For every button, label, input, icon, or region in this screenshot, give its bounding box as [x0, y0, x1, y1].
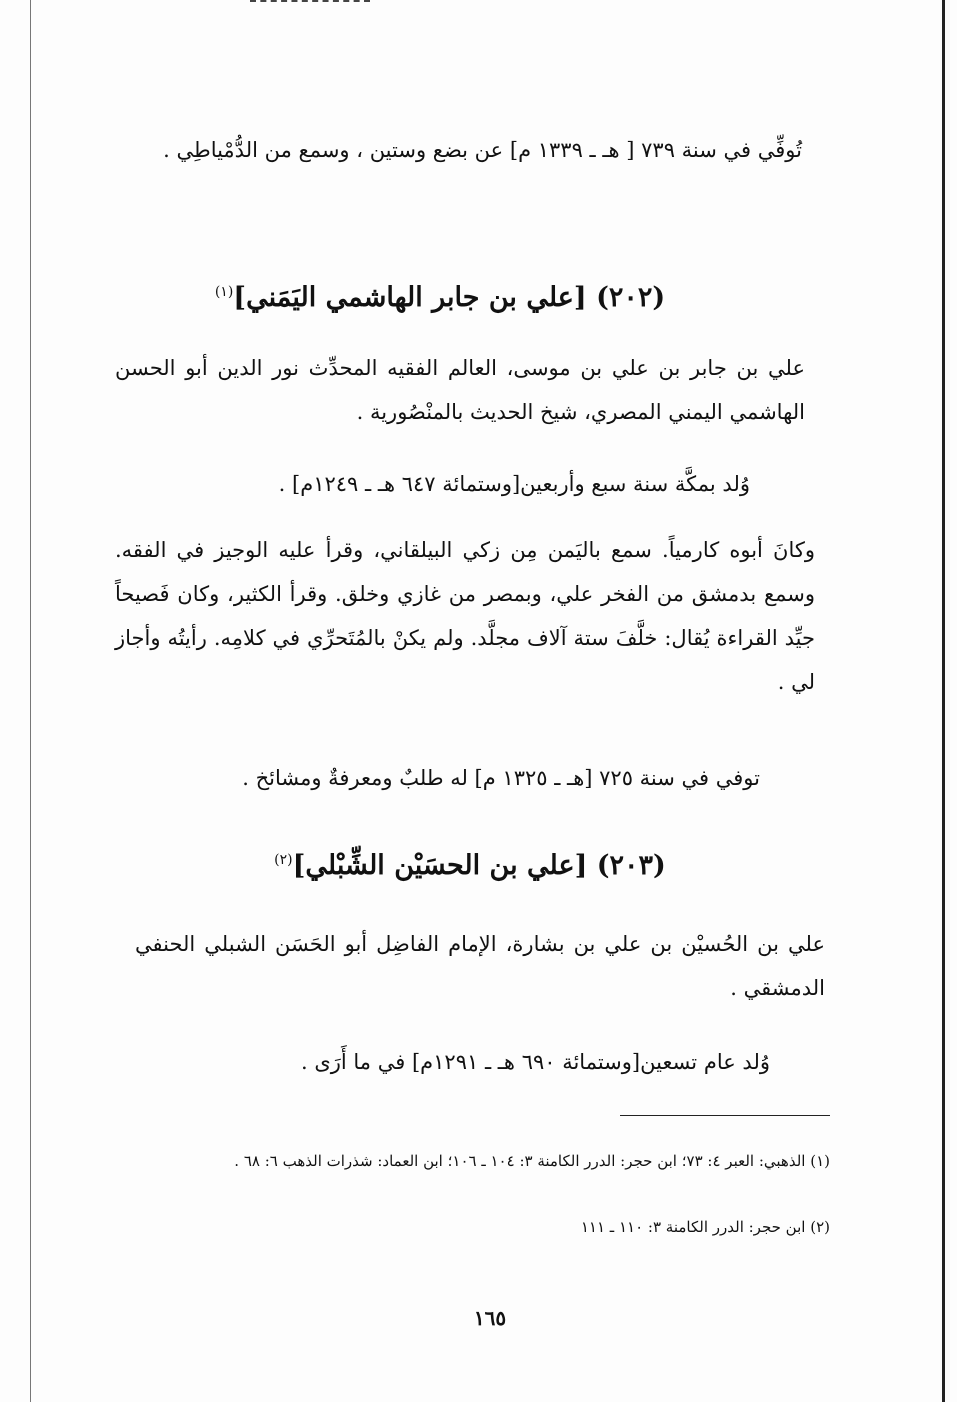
- entry-heading-202: [160, 272, 720, 318]
- page-number: ١٦٥: [473, 1306, 507, 1330]
- footnote-ref-1: (١): [214, 284, 234, 300]
- footnote-separator: [620, 1115, 830, 1116]
- footnote-1: (١) الذهبي: العبر ٤: ٧٣؛ ابن حجر: الدرر الكامنة ٣: ١٠٤ ـ ١٠٦؛ ابن العماد: شذرات الذهب ٦: ٦٨ .: [234, 1152, 830, 1170]
- footnote-ref-2: (٢): [274, 852, 293, 868]
- top-dashed-line: [250, 0, 370, 2]
- paragraph-studies-202: وكانَ أبوه كارمياً. سمع باليَمن مِن زكي البيلقاني، وقرأ عليه الوجيز في الفقه. وسمع بدمشق من الفخر علي، وبمصر من غازي وخلق. وقرأ الكثير، وكان فَصيحاً جيِّد القراءة يُقال: خلَّفَ ستة آلاف مجلَّد. ولم يكنْ بالمُتَحرِّي في كلامِه. رأيتُه وأجاز لي .: [115, 538, 815, 694]
- entry-heading-202-text: (٢٠٢) [علي بن جابر الهاشمي اليَمَني]: [233, 282, 666, 313]
- paragraph-birth-203: وُلد عام تسعين[وستمائة ٦٩٠ هـ ـ ١٢٩١م] في ما أَرَى .: [300, 1050, 770, 1074]
- paragraph-death-note: تُوفِّي في سنة ٧٣٩ [ هـ ـ ١٣٣٩ م] عن بضع وستين ، وسمع من الدُّمْياطِي .: [163, 138, 802, 162]
- paragraph-biography-202: علي بن جابر بن علي بن موسى، العالم الفقيه المحدِّث نور الدين أبو الحسن الهاشمي اليمني المصري، شيخ الحديث بالمنْصُورية .: [115, 356, 805, 424]
- paragraph-biography-203: علي بن الحُسيْن بن علي بن بشارة، الإمام الفاضِل أبو الحَسَن الشبلي الحنفي الدمشقي .: [135, 932, 825, 1000]
- footnote-2: (٢) ابن حجر: الدرر الكامنة ٣: ١١٠ ـ ١١١: [580, 1218, 830, 1236]
- paragraph-birth-202: وُلد بمكَّة سنة سبع وأربعين[وستمائة ٦٤٧ هـ ـ ١٢٤٩م] .: [278, 472, 750, 496]
- page-left-edge: [30, 0, 31, 1402]
- entry-heading-203-text: (٢٠٣) [علي بن الحسَيْن الشِّبْلي]: [292, 850, 666, 881]
- book-spine-line: [942, 0, 945, 1402]
- paragraph-death-202: توفي في سنة ٧٢٥ [هـ ـ ١٣٢٥ م] له طلبٌ ومعرفةٌ ومشائخ .: [242, 766, 760, 790]
- entry-heading-203: [260, 840, 680, 886]
